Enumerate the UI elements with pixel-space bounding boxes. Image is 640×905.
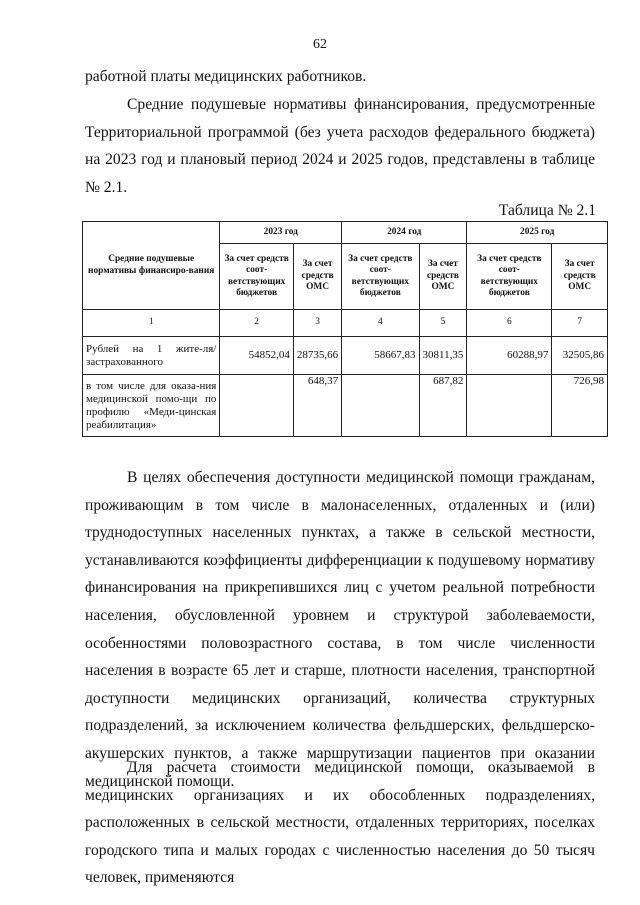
row-header-cell: Средние подушевые нормативы финансиро-вания (83, 222, 220, 310)
table-caption: Таблица № 2.1 (498, 202, 596, 219)
column-number: 1 (83, 310, 220, 337)
value-cell: 58667,83 (342, 337, 419, 375)
value-cell: 648,37 (293, 375, 341, 437)
col-oms-2023: За счет средств ОМС (293, 244, 341, 310)
paragraph-rural: Для расчета стоимости медицинской помощи, оказываемой в медицинских организациях и их обособленных подразделениях, расположенных в сельской местности, отдаленных территориях, поселках городского типа и малых городах с численностью населения до 50 тысяч человек, применяются (85, 759, 595, 887)
paragraph-intro-tail: работной платы медицинских работников. (85, 68, 367, 85)
page-number: 62 (313, 37, 327, 52)
col-oms-2024: За счет средств ОМС (419, 244, 467, 310)
value-cell: 32505,86 (552, 337, 608, 375)
col-budget-2023: За счет средств соот-ветствующих бюджетов (220, 244, 294, 310)
value-cell: 28735,66 (293, 337, 341, 375)
col-budget-2025: За счет средств соот-ветствующих бюджетов (467, 244, 552, 310)
value-cell: 30811,35 (419, 337, 467, 375)
value-cell: 60288,97 (467, 337, 552, 375)
column-number: 4 (342, 310, 419, 337)
year-header-2024: 2024 год (342, 222, 467, 244)
paragraph-standards: Средние подушевые нормативы финансирования, предусмотренные Территориальной программой (без учета расходов федерального бюджета) на 2023 год и плановый период 2024 и 2025 годов, представлены в таблице № 2.1. (85, 96, 595, 196)
table-row (83, 337, 608, 375)
year-header-2025: 2025 год (467, 222, 608, 244)
value-cell (467, 375, 552, 437)
column-number: 5 (419, 310, 467, 337)
column-number: 6 (467, 310, 552, 337)
financing-standards-table (82, 221, 608, 437)
year-header-2023: 2023 год (220, 222, 342, 244)
value-cell: 726,98 (552, 375, 608, 437)
paragraph-coefficients: В целях обеспечения доступности медицинской помощи гражданам, проживающим в том числе в малонаселенных, отдаленных и (или) труднодоступных населенных пунктах, а также в сельской местности, устанавливаются коэффициенты дифференциации к подушевому нормативу финансирования на прикрепившихся лиц с учетом реальной потребности населения, обусловленной уровнем и структурой заболеваемости, особенностями половозрастного состава, в том числе численности населения в возрасте 65 лет и старше, плотности населения, транспортной доступности медицинских организаций, количества структурных подразделений, за исключением количества фельдшерских, фельдшерско-акушерских пунктов, а также маршрутизации пациентов при оказании медицинской помощи. (85, 469, 595, 790)
value-cell: 687,82 (419, 375, 467, 437)
column-number: 3 (293, 310, 341, 337)
row-label: Рублей на 1 жите-ля/застрахованного (83, 337, 220, 375)
column-number: 7 (552, 310, 608, 337)
col-budget-2024: За счет средств соот-ветствующих бюджетов (342, 244, 419, 310)
table-row (83, 375, 608, 437)
column-number-row (83, 310, 608, 337)
column-number: 2 (220, 310, 294, 337)
value-cell: 54852,04 (220, 337, 294, 375)
row-label: в том числе для оказа-ния медицинской помо-щи по профилю «Меди-цинская реабилитация» (83, 375, 220, 437)
value-cell (342, 375, 419, 437)
col-oms-2025: За счет средств ОМС (552, 244, 608, 310)
value-cell (220, 375, 294, 437)
